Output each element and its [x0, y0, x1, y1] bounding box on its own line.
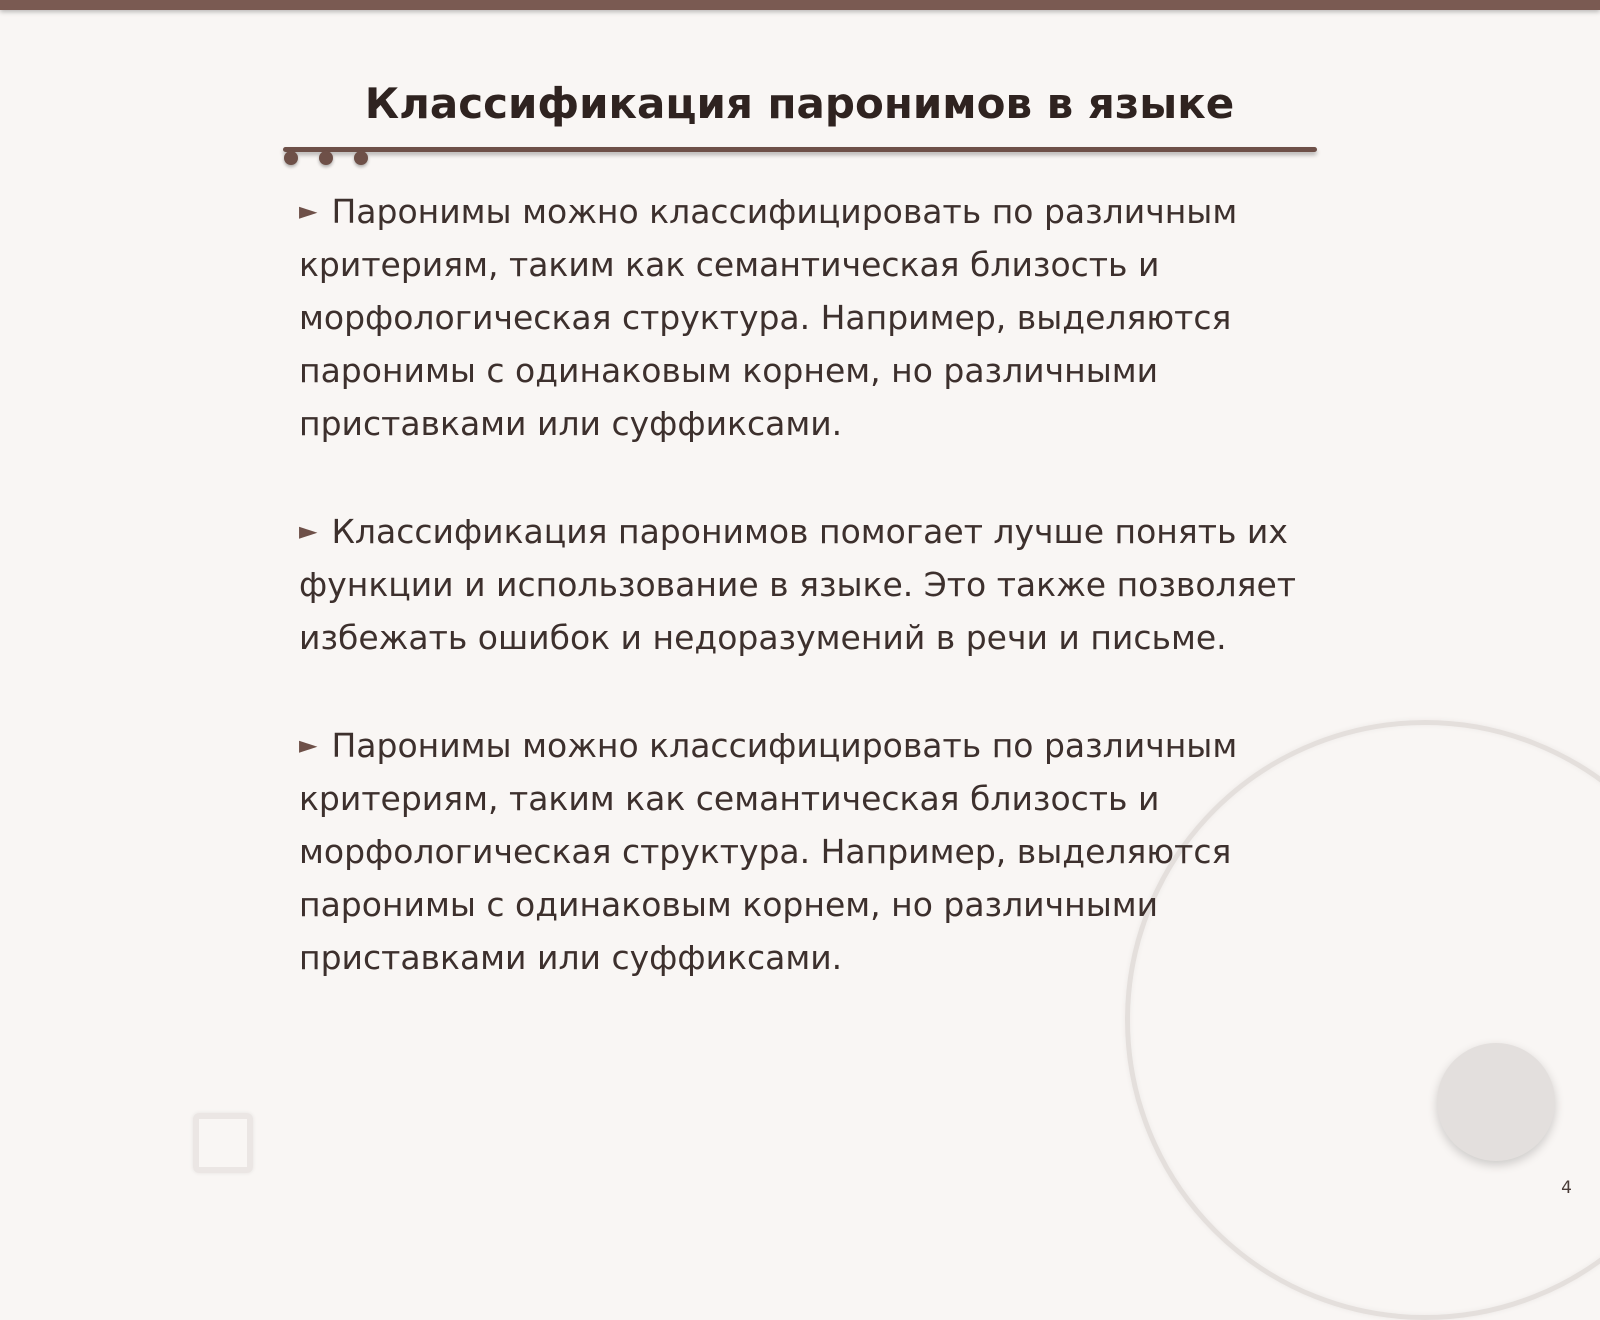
decorative-disc [1437, 1043, 1555, 1161]
bullet-arrow-icon: ► [299, 197, 318, 225]
bullet-paragraph-3 [299, 719, 1299, 984]
decorative-dot-1 [284, 151, 298, 165]
bullet-text: Классификация паронимов помогает лучше понять их функции и использование в языке. Это также позволяет избежать ошибок и недоразумений в речи и письме. [299, 512, 1297, 657]
page-number: 4 [1561, 1178, 1572, 1198]
bullet-arrow-icon: ► [299, 517, 318, 545]
decorative-dot-3 [354, 151, 368, 165]
title-underline [283, 147, 1317, 152]
bullet-list [299, 185, 1299, 1039]
slide-title: Классификация паронимов в языке [364, 79, 1235, 128]
bullet-paragraph-1 [299, 185, 1299, 450]
top-accent-bar [0, 0, 1600, 10]
bullet-paragraph-2 [299, 505, 1299, 664]
bullet-text: Паронимы можно классифицировать по различным критериям, таким как семантическая близость и морфологическая структура. Например, выделяются паронимы с одинаковым корнем, но различными приставками или суффиксами. [299, 192, 1238, 443]
decorative-square [193, 1113, 253, 1173]
decorative-dot-2 [319, 151, 333, 165]
bullet-arrow-icon: ► [299, 731, 318, 759]
bullet-text: Паронимы можно классифицировать по различным критериям, таким как семантическая близость и морфологическая структура. Например, выделяются паронимы с одинаковым корнем, но различными приставками или суффиксами. [299, 726, 1238, 977]
